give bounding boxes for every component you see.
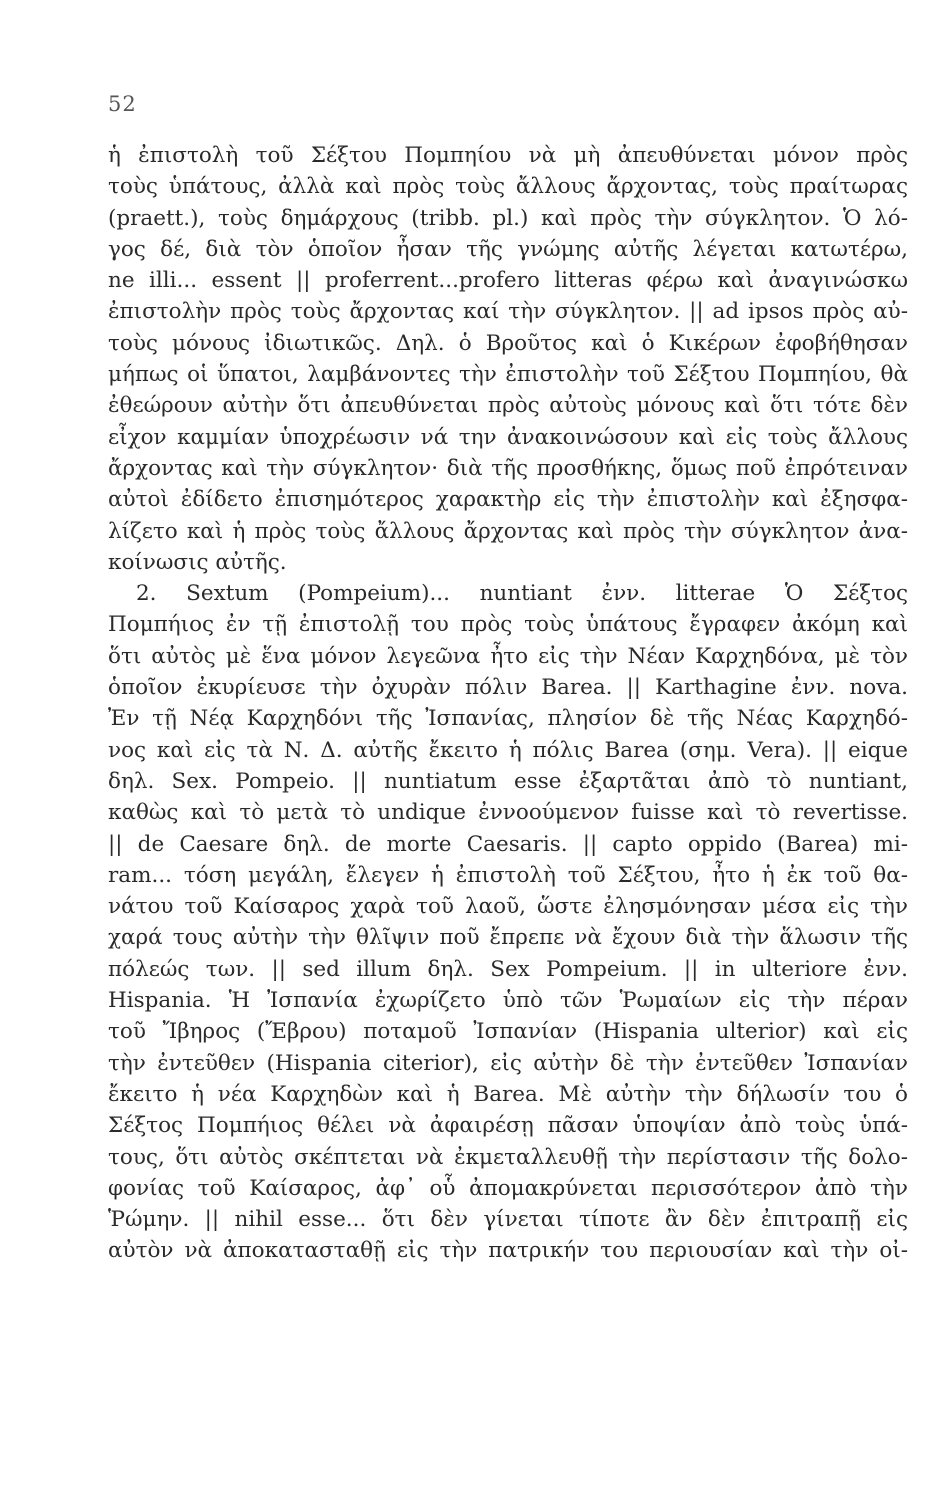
text-line: τὴν ἐντεῦθεν (Hispania citerior), εἰς αὐτὴν δὲ τὴν ἐντεῦθεν Ἰσπανίαν (108, 1050, 908, 1076)
text-line: ne illi... essent || proferrent...profero litteras φέρω καὶ ἀναγινώσκω (108, 268, 908, 294)
text-line: ἔκειτο ἡ νέα Καρχηδὼν καὶ ἡ Barea. Μὲ αὐτὴν τὴν δήλωσίν του ὁ (108, 1081, 908, 1107)
text-line: ram... τόση μεγάλη, ἔλεγεν ἡ ἐπιστολὴ τοῦ Σέξτου, ἦτο ἡ ἐκ τοῦ θα- (108, 862, 908, 888)
text-line: ἡ ἐπιστολὴ τοῦ Σέξτου Πομπηίου νὰ μὴ ἀπευθύνεται μόνον πρὸς (108, 143, 908, 168)
text-line: ὁποῖον ἐκυρίευσε τὴν ὀχυρὰν πόλιν Barea. || Karthagine ἐνν. nova. (108, 675, 908, 701)
text-line: τοὺς ὑπάτους, ἀλλὰ καὶ πρὸς τοὺς ἄλλους ἄρχοντας, τοὺς πραίτωρας (108, 174, 908, 200)
text-line: τοῦ Ἴβηρος (Ἔβρου) ποταμοῦ Ἰσπανίαν (Hispania ulterior) καὶ εἰς (108, 1019, 908, 1045)
body-text (108, 140, 908, 1267)
text-line: φονίας τοῦ Καίσαρος, ἀφ᾽ οὗ ἀπομακρύνεται περισσότερον ἀπὸ τὴν (108, 1175, 908, 1201)
text-line: Ἐν τῇ Νέᾳ Καρχηδόνι τῆς Ἰσπανίας, πλησίον δὲ τῆς Νέας Καρχηδό- (108, 706, 908, 732)
text-line: νάτου τοῦ Καίσαρος χαρὰ τοῦ λαοῦ, ὥστε ἐλησμόνησαν μέσα εἰς τὴν (108, 894, 908, 920)
text-line: νος καὶ εἰς τὰ Ν. Δ. αὐτῆς ἔκειτο ἡ πόλις Barea (σημ. Vera). || eique (108, 737, 908, 763)
text-line: || de Caesare δηλ. de morte Caesaris. || capto oppido (Barea) mi- (108, 831, 908, 857)
text-line: καθὼς καὶ τὸ μετὰ τὸ undique ἐννοούμενον fuisse καὶ τὸ revertisse. (108, 800, 908, 826)
page-number: 52 (108, 92, 137, 116)
text-line: τους, ὅτι αὐτὸς σκέπτεται νὰ ἐκμεταλλευθῇ τὴν περίστασιν τῆς δολο- (108, 1144, 908, 1170)
text-line: Σέξτος Πομπήιος θέλει νὰ ἀφαιρέσῃ πᾶσαν ὑποψίαν ἀπὸ τοὺς ὑπά- (108, 1113, 908, 1139)
text-line: πόλεώς των. || sed illum δηλ. Sex Pompeium. || in ulteriore ἐνν. (108, 956, 908, 982)
text-line: ἐθεώρουν αὐτὴν ὅτι ἀπευθύνεται πρὸς αὐτοὺς μόνους καὶ ὅτι τότε δὲν (108, 393, 908, 419)
text-line: μήπως οἱ ὕπατοι, λαμβάνοντες τὴν ἐπιστολὴν τοῦ Σέξτου Πομπηίου, θὰ (108, 362, 908, 388)
text-line: αὐτὸν νὰ ἀποκατασταθῇ εἰς τὴν πατρικήν του περιουσίαν καὶ τὴν οἰ- (108, 1238, 908, 1264)
text-line: κοίνωσις αὐτῆς. (108, 549, 287, 575)
text-line: αὐτοὶ ἐδίδετο ἐπισημότερος χαρακτὴρ εἰς τὴν ἐπιστολὴν καὶ ἐξησφα- (108, 487, 908, 513)
text-line: λίζετο καὶ ἡ πρὸς τοὺς ἄλλους ἄρχοντας καὶ πρὸς τὴν σύγκλητον ἀνα- (108, 518, 908, 544)
text-line: 2. Sextum (Pompeium)... nuntiant ἐνν. litterae Ὁ Σέξτος (136, 581, 908, 607)
text-line: ἐπιστολὴν πρὸς τοὺς ἄρχοντας καί τὴν σύγκλητον. || ad ipsos πρὸς αὐ- (108, 299, 908, 325)
text-line: ἄρχοντας καὶ τὴν σύγκλητον· διὰ τῆς προσθήκης, ὅμως ποῦ ἐπρότειναν (108, 455, 908, 481)
text-line: ὅτι αὐτὸς μὲ ἕνα μόνον λεγεῶνα ἦτο εἰς τὴν Νέαν Καρχηδόνα, μὲ τὸν (108, 643, 908, 669)
text-line: δηλ. Sex. Pompeio. || nuntiatum esse ἐξαρτᾶται ἀπὸ τὸ nuntiant, (108, 768, 908, 794)
text-line: Ῥώμην. || nihil esse... ὅτι δὲν γίνεται τίποτε ἂν δὲν ἐπιτραπῇ εἰς (108, 1207, 908, 1233)
text-line: εἶχον καμμίαν ὑποχρέωσιν νά την ἀνακοινώσουν καὶ εἰς τοὺς ἄλλους (108, 424, 908, 450)
text-line: Πομπήιος ἐν τῇ ἐπιστολῇ του πρὸς τοὺς ὑπάτους ἔγραφεν ἀκόμη καὶ (108, 612, 908, 638)
text-line: τοὺς μόνους ἰδιωτικῶς. Δηλ. ὁ Βροῦτος καὶ ὁ Κικέρων ἐφοβήθησαν (108, 330, 908, 356)
text-line: γος δέ, διὰ τὸν ὁποῖον ἦσαν τῆς γνώμης αὐτῆς λέγεται κατωτέρω, (108, 236, 908, 262)
text-line: (praett.), τοὺς δημάρχους (tribb. pl.) καὶ πρὸς τὴν σύγκλητον. Ὁ λό- (108, 205, 908, 231)
text-line: Hispania. Ἡ Ἰσπανία ἐχωρίζετο ὑπὸ τῶν Ῥωμαίων εἰς τὴν πέραν (108, 988, 908, 1014)
text-line: χαρά τους αὐτὴν τὴν θλῖψιν ποῦ ἔπρεπε νὰ ἔχουν διὰ τὴν ἅλωσιν τῆς (108, 925, 908, 951)
